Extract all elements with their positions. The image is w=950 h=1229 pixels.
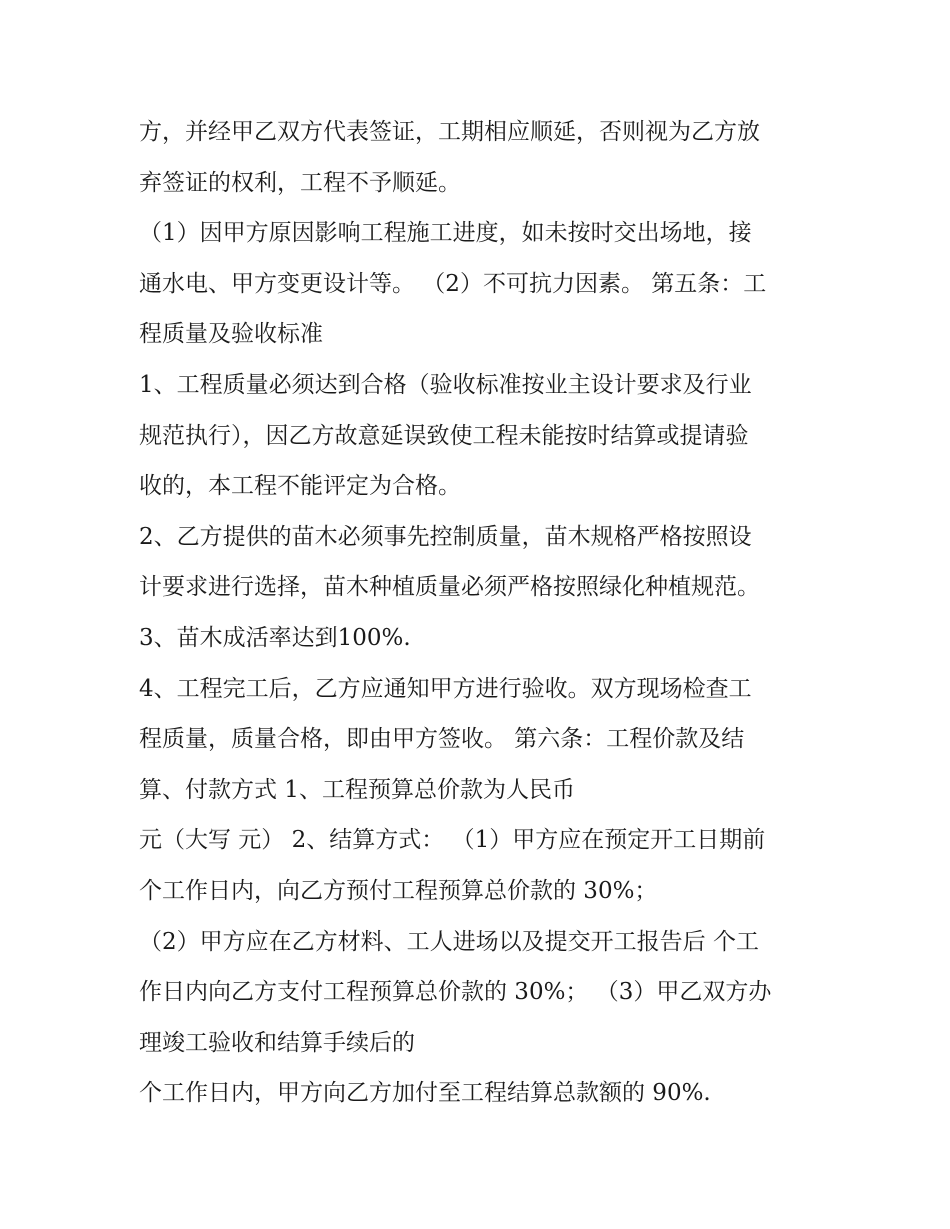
- text-line: 弃签证的权利，工程不予顺延。: [139, 169, 461, 196]
- text-line: 通水电、甲方变更设计等。 （2）不可抗力因素。 第五条：工: [139, 270, 767, 297]
- paragraph-quality-clause-3: [139, 613, 819, 664]
- text-line: 计要求进行选择，苗木种植质量必须严格按照绿化种植规范。: [139, 574, 760, 601]
- text-line: 程质量，质量合格，即由甲方签收。 第六条：工程价款及结: [139, 726, 745, 753]
- text-line: 个工作日内，向乙方预付工程预算总价款的 30%；: [139, 877, 658, 904]
- text-line: （2）甲方应在乙方材料、工人进场以及提交开工报告后 个工: [139, 928, 759, 955]
- text-line: 规范执行），因乙方故意延误致使工程未能按时结算或提请验: [139, 422, 749, 449]
- text-line: 作日内向乙方支付工程预算总价款的 30%； （3）甲乙双方办: [139, 979, 772, 1006]
- text-line: 程质量及验收标准: [139, 321, 323, 348]
- text-line: 1、工程质量必须达到合格（验收标准按业主设计要求及行业: [139, 371, 752, 398]
- paragraph-payment-schedule: [139, 917, 819, 1069]
- text-line: 个工作日内，甲方向乙方加付至工程结算总款额的 90%.: [139, 1080, 711, 1107]
- paragraph-quality-clause-1: [139, 360, 819, 512]
- text-line: （1）因甲方原因影响工程施工进度，如未按时交出场地，接: [139, 220, 752, 247]
- text-line: 3、苗木成活率达到100%.: [139, 624, 411, 651]
- text-line: 4、工程完工后，乙方应通知甲方进行验收。双方现场检查工: [139, 675, 752, 702]
- paragraph-signature-extension: [139, 107, 819, 208]
- text-line: 方，并经甲乙双方代表签证，工期相应顺延，否则视为乙方放: [139, 119, 760, 145]
- text-line: 理竣工验收和结算手续后的: [139, 1029, 415, 1056]
- paragraph-final-payment: [139, 1068, 819, 1119]
- document-body: [139, 107, 819, 1119]
- paragraph-settlement-method: [139, 815, 819, 916]
- text-line: 收的，本工程不能评定为合格。: [139, 473, 461, 500]
- text-line: 算、付款方式 1、工程预算总价款为人民币: [139, 776, 575, 803]
- text-line: 元（大写 元） 2、结算方式： （1）甲方应在预定开工日期前: [139, 827, 766, 854]
- text-line: 2、乙方提供的苗木必须事先控制质量，苗木规格严格按照设: [139, 523, 752, 550]
- paragraph-delay-causes: [139, 208, 819, 360]
- paragraph-quality-clause-2: [139, 512, 819, 613]
- paragraph-quality-clause-4: [139, 664, 819, 816]
